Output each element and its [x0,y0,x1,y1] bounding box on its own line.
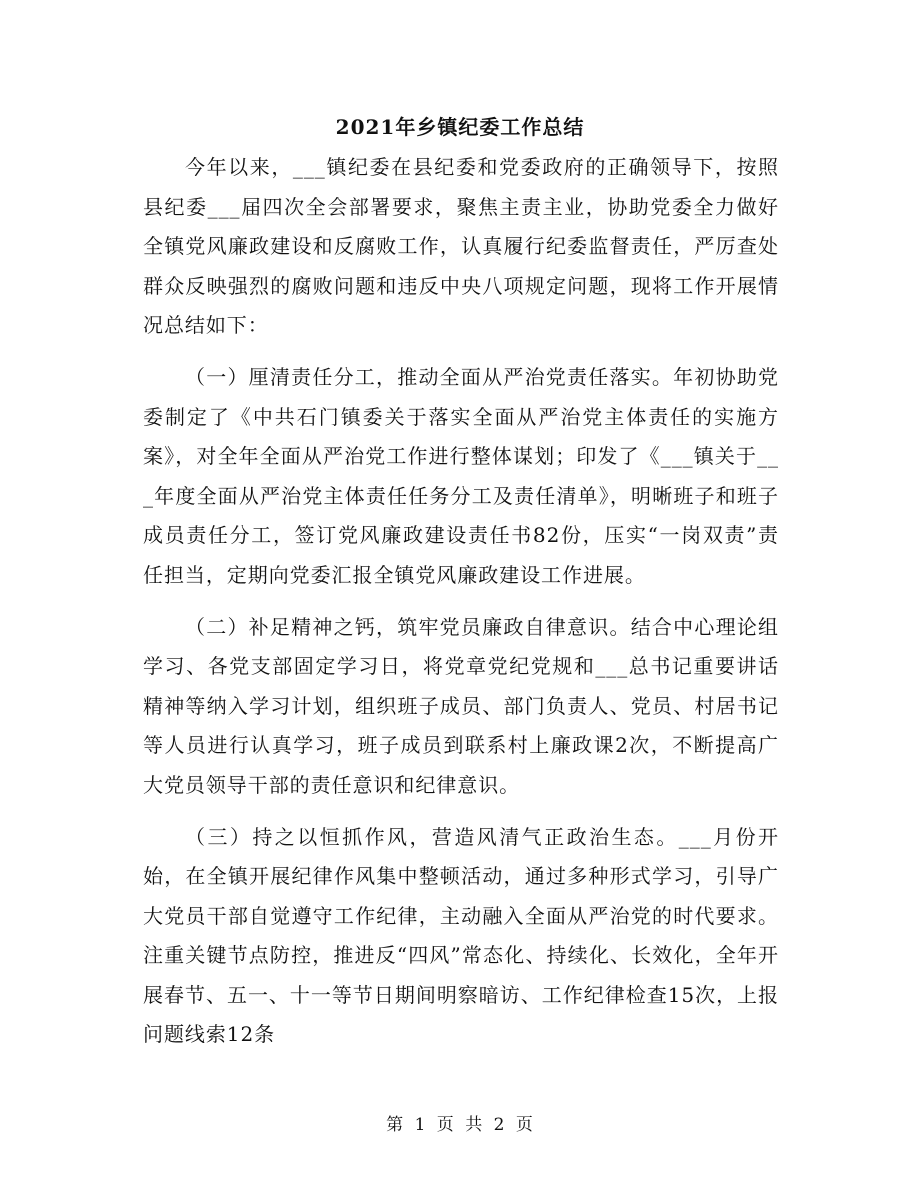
paragraph-section-2: （二）补足精神之钙，筑牢党员廉政自律意识。结合中心理论组学习、各党支部固定学习日，将党章党纪党规和___总书记重要讲话精神等纳入学习计划，组织班子成员、部门负责人、党员、村居书记等人员进行认真学习，班子成员到联系村上廉政课2次，不断提高广大党员领导干部的责任意识和纪律意识。 [143,614,779,797]
paragraph-section-1: （一）厘清责任分工，推动全面从严治党责任落实。年初协助党委制定了《中共石门镇委关于落实全面从严治党主体责任的实施方案》，对全年全面从严治党工作进行整体谋划；印发了《___镇关于___年度全面从严治党主体责任任务分工及责任清单》，明晰班子和班子成员责任分工，签订党风廉政建设责任书82份，压实“一岗双责”责任担当，定期向党委汇报全镇党风廉政建设工作进展。 [143,364,779,587]
paragraph-section-3: （三）持之以恒抓作风，营造风清气正政治生态。___月份开始，在全镇开展纪律作风集中整顿活动，通过多种形式学习，引导广大党员干部自觉遵守工作纪律，主动融入全面从严治党的时代要求。注重关键节点防控，推进反“四风”常态化、持续化、长效化，全年开展春节、五一、十一等节日期间明察暗访、工作纪律检查15次，上报问题线索12条 [143,824,779,1047]
document-title: 2021年乡镇纪委工作总结 [335,115,585,139]
document-body [143,148,779,1067]
paragraph-intro: 今年以来，___镇纪委在县纪委和党委政府的正确领导下，按照县纪委___届四次全会部署要求，聚焦主责主业，协助党委全力做好全镇党风廉政建设和反腐败工作，认真履行纪委监督责任，严厉查处群众反映强烈的腐败问题和违反中央八项规定问题，现将工作开展情况总结如下： [143,155,779,338]
page-number-footer: 第 1 页 共 2 页 [386,1115,534,1135]
